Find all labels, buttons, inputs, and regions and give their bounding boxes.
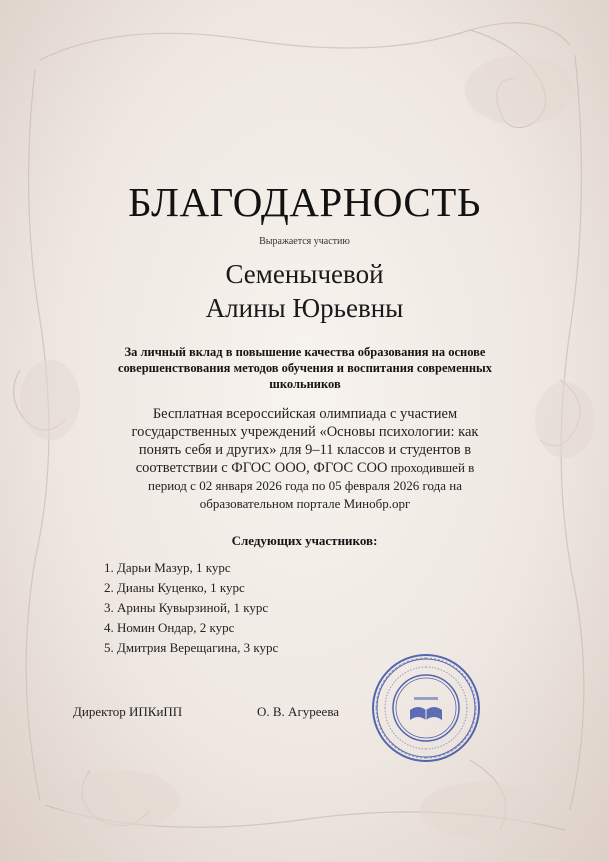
event-line: понять себя и других» для 9–11 классов и студентов в: [138, 442, 472, 458]
certificate-subtitle: Выражается участию: [259, 236, 350, 247]
recipient-surname: Семенычевой: [225, 259, 384, 289]
list-item: 3. Арины Кувырзиной, 1 курс: [104, 600, 269, 615]
event-line: образовательном портале Минобр.орг: [199, 496, 411, 511]
list-item: 1. Дарьи Мазур, 1 курс: [104, 560, 231, 575]
event-line: [100, 459, 510, 477]
participants-list: [104, 558, 278, 658]
event-line-standards-tail: проходившей в: [387, 460, 475, 475]
participants-heading: Следующих участников:: [231, 533, 378, 548]
event-line: Бесплатная всероссийская олимпиада с участием: [152, 406, 458, 422]
list-item: 4. Номин Ондар, 2 курс: [104, 620, 235, 635]
event-line: период с 02 января 2026 года по 05 февраля 2026 года на: [148, 478, 462, 493]
event-line: государственных учреждений «Основы психологии: как: [131, 424, 479, 440]
recipient-given-names: Алины Юрьевны: [205, 293, 404, 323]
list-item: 2. Дианы Куценко, 1 курс: [104, 580, 245, 595]
certificate-title: БЛАГОДАРНОСТЬ: [128, 179, 481, 225]
signer-title: Директор ИПКиПП: [73, 704, 183, 719]
award-reason: За личный вклад в повышение качества образования на основе совершенствования методов обучения и воспитания современных школьников: [117, 345, 493, 391]
event-line-standards: соответствии с ФГОС ООО, ФГОС СОО: [135, 460, 388, 476]
recipient-name: [0, 257, 609, 325]
official-seal-stamp: [370, 652, 482, 764]
list-item: 5. Дмитрия Верещагина, 3 курс: [104, 640, 279, 655]
event-description: [100, 405, 510, 513]
signer-name: О. В. Агуреева: [257, 704, 340, 719]
